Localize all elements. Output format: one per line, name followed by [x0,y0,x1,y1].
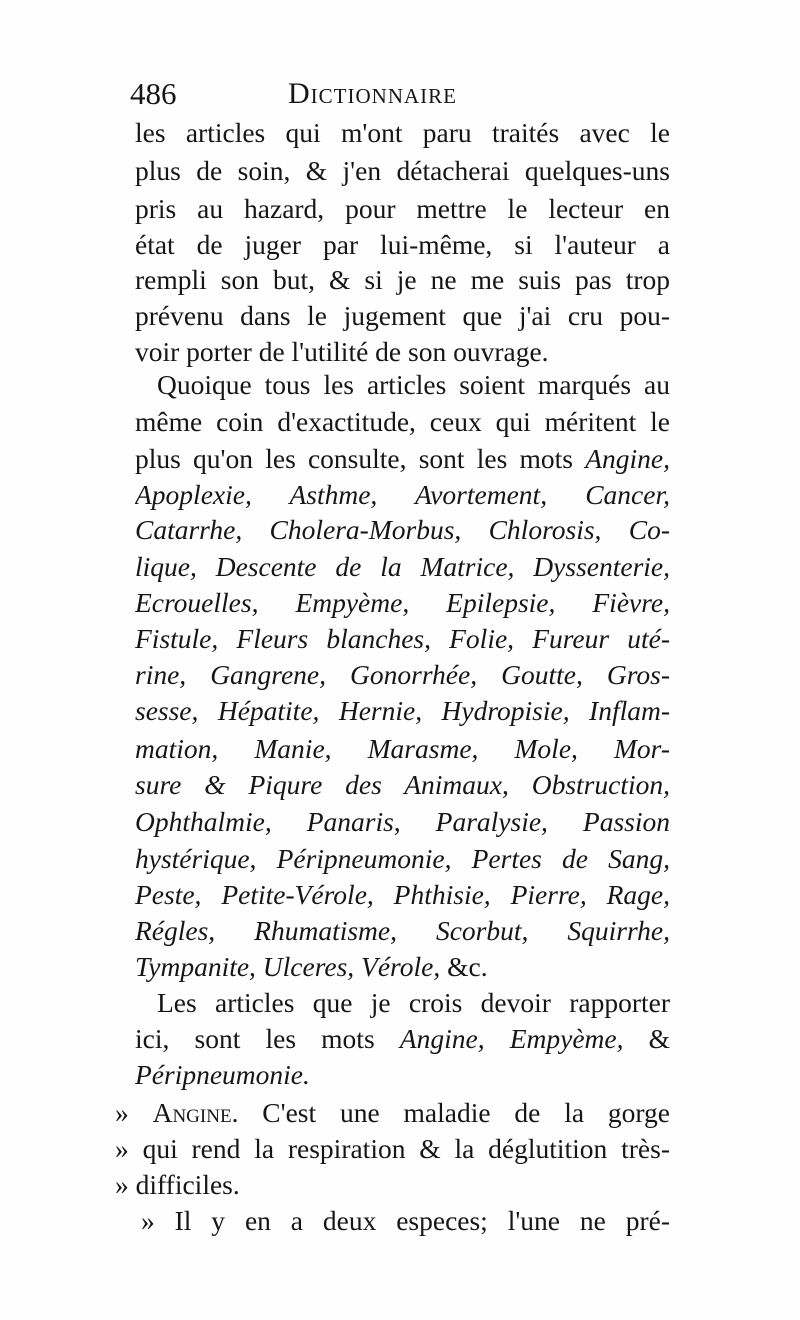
text-line [135,476,670,514]
line-text: les articles qui m'ont paru traités avec le [135,117,670,148]
italic-text: Régles, Rhumatisme, Scorbut, Squirrhe, [135,915,670,946]
line-text: plus qu'on les consulte, sont les mots [135,443,586,474]
text-line [115,1166,670,1204]
text-line [135,840,670,878]
italic-text: Tympanite, Ulceres, Vérole, [135,951,448,982]
text-line [135,297,670,335]
italic-text: Péripneumonie. [135,1059,310,1090]
line-text: état de juger par lui-même, si l'auteur a [135,229,670,260]
text-line [135,730,670,768]
text-line [135,548,670,586]
italic-text: Ophthalmie, Panaris, Paralysie, Passion [135,806,670,837]
text-line [135,948,670,986]
italic-text: Angine, Empyème, [399,1023,624,1054]
text-line [135,766,670,804]
italic-text: Fistule, Fleurs blanches, Folie, Fureur uté- [135,623,670,654]
text-line [135,620,670,658]
italic-text: sesse, Hépatite, Hernie, Hydropisie, Inflam- [135,695,670,726]
text-line [135,511,670,549]
text-line [135,403,670,441]
text-line [115,1094,670,1132]
line-text: » Il y en a deux especes; l'une ne pré- [141,1205,670,1236]
smallcaps-text: Angine [152,1097,232,1128]
line-text: Les articles que je crois devoir rapporter [157,987,670,1018]
text-line [135,152,670,190]
line-text: plus de soin, & j'en détacherai quelques-uns [135,155,670,186]
italic-text: hystérique, Péripneumonie, Pertes de Sang, [135,843,670,874]
line-text: voir porter de l'utilité de son ouvrage. [135,336,549,367]
text-line [135,1056,670,1094]
line-text: . C'est une maladie de la gorge [231,1097,670,1128]
line-text: » qui rend la respiration & la déglutition très- [115,1133,670,1164]
text-line [135,190,670,228]
italic-text: Catarrhe, Cholera-Morbus, Chlorosis, Co- [135,514,670,545]
italic-text: Ecrouelles, Empyème, Epilepsie, Fièvre, [135,587,670,618]
italic-text: rine, Gangrene, Gonorrhée, Goutte, Gros- [135,659,670,690]
line-text: pris au hazard, pour mettre le lecteur en [135,193,670,224]
italic-text: Angine, [585,443,670,474]
text-line [135,803,670,841]
line-text: & [623,1023,670,1054]
text-line [135,876,670,914]
text-line [157,366,670,404]
text-line [135,912,670,950]
page-header [130,74,670,114]
line-text: rempli son but, & si je ne me suis pas trop [135,264,670,295]
text-line [115,1130,670,1168]
text-line [141,1202,670,1240]
line-text: prévenu dans le jugement que j'ai cru pou- [135,300,670,331]
text-line [135,114,670,152]
running-title: Dictionnaire [288,77,457,110]
line-text: Quoique tous les articles soient marqués au [157,369,670,400]
text-line [135,1020,670,1058]
line-text: même coin d'exactitude, ceux qui méritent le [135,406,670,437]
italic-text: mation, Manie, Marasme, Mole, Mor- [135,733,670,764]
line-text: ici, sont les mots [135,1023,400,1054]
line-text: » [115,1097,153,1128]
italic-text: lique, Descente de la Matrice, Dyssenterie, [135,551,670,582]
line-text: » difficiles. [115,1169,240,1200]
page-number: 486 [130,76,177,111]
text-line [135,440,670,478]
text-line [157,984,670,1022]
line-text: &c. [447,951,488,982]
text-line [135,584,670,622]
text-line [135,226,670,264]
italic-text: Peste, Petite-Vérole, Phthisie, Pierre, Rage, [135,879,670,910]
italic-text: sure & Piqure des Animaux, Obstruction, [135,769,670,800]
text-line [135,692,670,730]
italic-text: Apoplexie, Asthme, Avortement, Cancer, [135,479,670,510]
text-line [135,261,670,299]
text-line [135,656,670,694]
